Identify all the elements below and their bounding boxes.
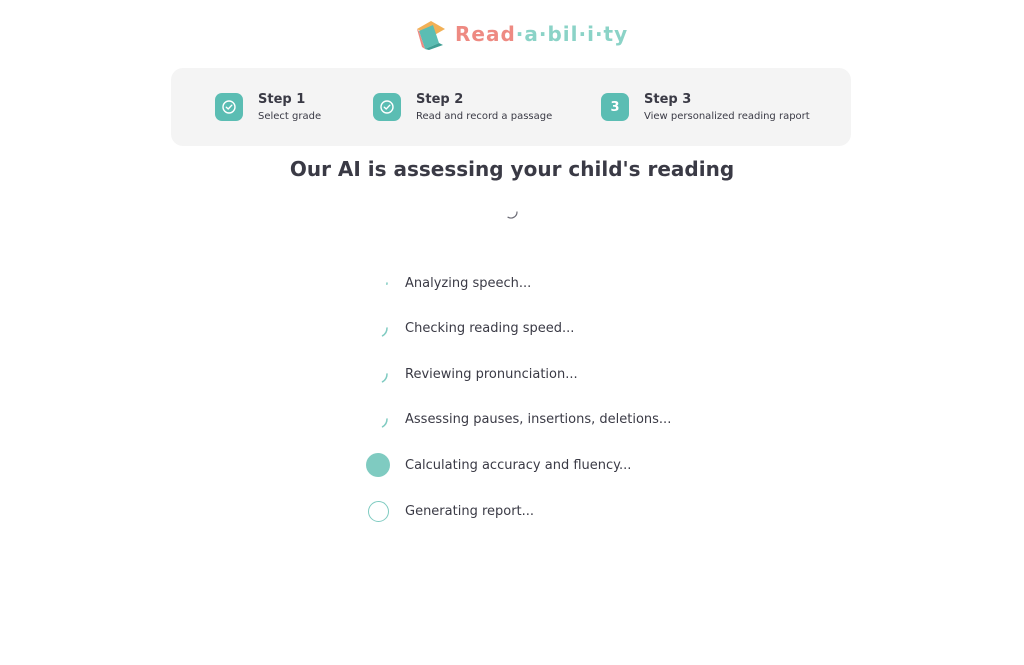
step-3 [601,93,810,124]
check-circle-icon [221,99,237,115]
task-label: Checking reading speed... [405,320,575,336]
step-2-subtitle: Read and record a passage [416,111,553,122]
pending-circle-icon [368,501,389,522]
step-2-title: Step 2 [416,92,464,107]
task-item [365,406,671,432]
task-label: Assessing pauses, insertions, deletions... [405,411,672,427]
active-dot-icon [366,453,390,477]
step-3-badge: 3 [601,93,629,121]
check-circle-icon [379,99,395,115]
task-label: Generating report... [405,503,535,519]
loading-spinner-icon [503,204,519,220]
steps-panel [171,68,851,146]
task-item [365,315,574,341]
task-label: Analyzing speech... [405,275,532,291]
task-item [365,361,578,387]
spinner-icon [365,270,391,296]
task-label: Reviewing pronunciation... [405,366,578,382]
spinner-icon [365,315,391,341]
step-1-subtitle: Select grade [258,111,322,122]
logo-text-ability: ·a·bil·i·ty [515,22,629,46]
step-1 [215,93,321,124]
task-item [365,498,534,524]
book-icon [413,17,449,51]
step-1-title: Step 1 [258,92,306,107]
app-logo [413,17,628,51]
spinner-icon [365,361,391,387]
logo-text-read: Read [455,22,516,46]
page-title: Our AI is assessing your child's reading [289,157,735,181]
task-item [365,270,531,296]
step-3-subtitle: View personalized reading raport [644,111,810,122]
step-1-badge [215,93,243,121]
step-2 [373,93,552,124]
step-3-title: Step 3 [644,92,692,107]
task-label: Calculating accuracy and fluency... [405,457,632,473]
spinner-icon [365,406,391,432]
step-2-badge [373,93,401,121]
task-item [365,452,631,478]
